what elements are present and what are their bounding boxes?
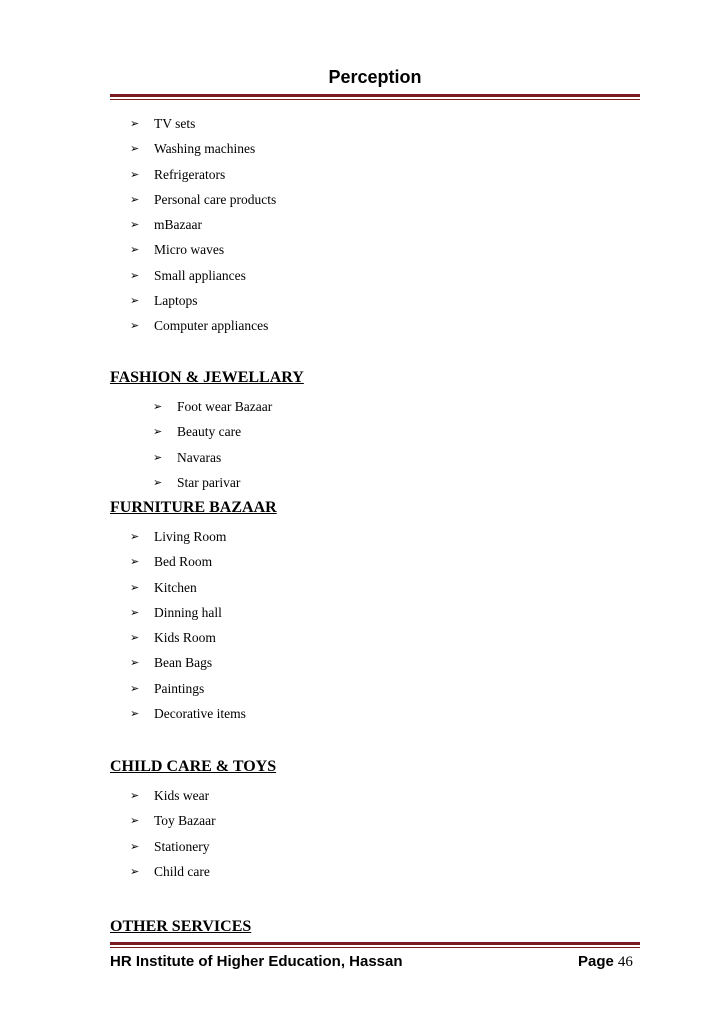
list-item-label: Small appliances (154, 267, 246, 283)
list-item-label: mBazaar (154, 217, 202, 233)
arrow-bullet-icon: ➢ (130, 319, 140, 333)
list-item-label: Bed Room (154, 554, 213, 570)
header-rule-thin (110, 99, 640, 100)
section-heading-fashion: FASHION & JEWELLARY (110, 369, 304, 386)
arrow-bullet-icon: ➢ (130, 631, 140, 645)
list-item-label: Paintings (154, 680, 205, 696)
list-item-label: Star parivar (177, 474, 241, 490)
arrow-bullet-icon: ➢ (130, 555, 140, 569)
list-item-label: Child care (154, 863, 210, 879)
arrow-bullet-icon: ➢ (130, 243, 140, 257)
arrow-bullet-icon: ➢ (130, 167, 140, 181)
footer-rule-thin (110, 947, 640, 948)
arrow-bullet-icon: ➢ (130, 605, 140, 619)
section-heading-other: OTHER SERVICES (110, 918, 252, 935)
arrow-bullet-icon: ➢ (130, 268, 140, 282)
list-item-label: Kitchen (154, 579, 197, 595)
arrow-bullet-icon: ➢ (130, 530, 140, 543)
arrow-bullet-icon: ➢ (153, 475, 163, 489)
list-item-label: Kids wear (154, 788, 210, 803)
list-item-label: Decorative items (154, 706, 246, 722)
list-item-label: Navaras (177, 449, 222, 465)
arrow-bullet-icon: ➢ (153, 450, 163, 464)
list-item-label: TV sets (154, 116, 196, 131)
list-item-label: Kids Room (154, 630, 216, 646)
arrow-bullet-icon: ➢ (153, 400, 163, 413)
list-item-label: Micro waves (154, 242, 225, 258)
list-item-label: Refrigerators (154, 166, 226, 182)
list-item-label: Laptops (154, 293, 198, 309)
list-item-label: Bean Bags (154, 655, 213, 671)
footer-page-label: Page (578, 953, 614, 970)
arrow-bullet-icon: ➢ (130, 192, 140, 206)
arrow-bullet-icon: ➢ (130, 681, 140, 695)
list-item-label: Living Room (154, 529, 227, 544)
section-heading-furniture: FURNITURE BAZAAR (110, 499, 277, 516)
arrow-bullet-icon: ➢ (130, 580, 140, 594)
arrow-bullet-icon: ➢ (130, 789, 140, 802)
arrow-bullet-icon: ➢ (130, 294, 140, 308)
footer-page (578, 953, 633, 971)
header-rule (110, 94, 640, 97)
list-item-label: Toy Bazaar (154, 813, 216, 829)
list-item-label: Stationery (154, 838, 210, 854)
arrow-bullet-icon: ➢ (130, 218, 140, 232)
footer-page-number: 46 (617, 954, 633, 970)
list-item-label: Washing machines (154, 141, 256, 157)
page-header-title: Perception (328, 67, 422, 87)
list-item-label: Computer appliances (154, 318, 269, 334)
section-heading-childcare: CHILD CARE & TOYS (110, 758, 277, 775)
arrow-bullet-icon: ➢ (130, 707, 140, 721)
list-item-label: Personal care products (154, 191, 277, 207)
arrow-bullet-icon: ➢ (130, 814, 140, 828)
arrow-bullet-icon: ➢ (130, 839, 140, 853)
list-item-label: Foot wear Bazaar (177, 399, 273, 414)
footer-institution: HR Institute of Higher Education, Hassan (110, 953, 403, 970)
arrow-bullet-icon: ➢ (130, 142, 140, 156)
list-item-label: Beauty care (177, 424, 242, 440)
arrow-bullet-icon: ➢ (153, 425, 163, 439)
footer-rule (110, 942, 640, 945)
list-item-label: Dinning hall (154, 604, 222, 620)
arrow-bullet-icon: ➢ (130, 117, 140, 130)
arrow-bullet-icon: ➢ (130, 656, 140, 670)
arrow-bullet-icon: ➢ (130, 864, 140, 878)
